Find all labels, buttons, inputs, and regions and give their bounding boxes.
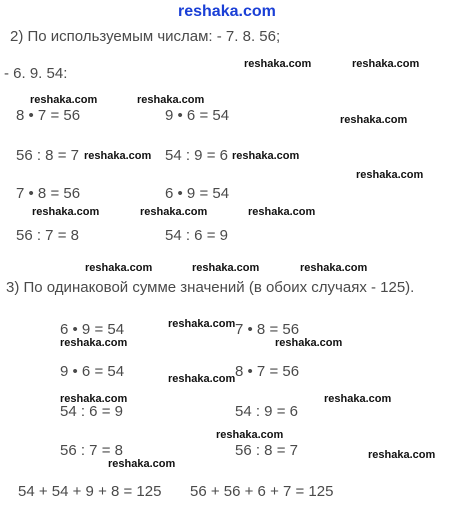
equation: 8 • 7 = 56 [235, 363, 300, 380]
watermark: reshaka.com [244, 58, 312, 70]
watermark: reshaka.com [216, 429, 284, 441]
section3-heading: 3) По одинаковой сумме значений (в обоих случаях - 125). [6, 279, 415, 296]
watermark: reshaka.com [368, 449, 436, 461]
equation: 7 • 8 = 56 [16, 185, 81, 202]
watermark: reshaka.com [324, 393, 392, 405]
watermark: reshaka.com [192, 262, 260, 274]
watermark: reshaka.com [168, 318, 236, 330]
equation: 54 : 9 = 6 [235, 403, 298, 420]
watermark: reshaka.com [340, 114, 408, 126]
watermark: reshaka.com [30, 94, 98, 106]
sum-right: 56 + 56 + 6 + 7 = 125 [190, 483, 334, 500]
equation: 56 : 8 = 7 [235, 442, 298, 459]
watermark: reshaka.com [300, 262, 368, 274]
watermark: reshaka.com [108, 458, 176, 470]
site-logo: reshaka.com [178, 3, 276, 20]
equation: 9 • 6 = 54 [60, 363, 125, 380]
equation: 9 • 6 = 54 [165, 107, 230, 124]
watermark: reshaka.com [248, 206, 316, 218]
equation: 6 • 9 = 54 [60, 321, 125, 338]
equation: 56 : 7 = 8 [16, 227, 79, 244]
watermark: reshaka.com [140, 206, 208, 218]
sum-left: 54 + 54 + 9 + 8 = 125 [18, 483, 162, 500]
section2-heading-line2: - 6. 9. 54: [4, 65, 68, 82]
equation: 56 : 8 = 7 [16, 147, 79, 164]
watermark: reshaka.com [84, 150, 152, 162]
watermark: reshaka.com [356, 169, 424, 181]
watermark: reshaka.com [85, 262, 153, 274]
equation: 6 • 9 = 54 [165, 185, 230, 202]
watermark: reshaka.com [60, 337, 128, 349]
equation: 7 • 8 = 56 [235, 321, 300, 338]
equation: 56 : 7 = 8 [60, 442, 123, 459]
watermark: reshaka.com [168, 373, 236, 385]
watermark: reshaka.com [352, 58, 420, 70]
watermark: reshaka.com [232, 150, 300, 162]
equation: 54 : 9 = 6 [165, 147, 228, 164]
equation: 54 : 6 = 9 [60, 403, 123, 420]
section2-heading-line1: 2) По используемым числам: - 7. 8. 56; [10, 28, 281, 45]
watermark: reshaka.com [275, 337, 343, 349]
watermark: reshaka.com [137, 94, 205, 106]
watermark: reshaka.com [32, 206, 100, 218]
watermark: reshaka.com [60, 393, 128, 405]
equation: 8 • 7 = 56 [16, 107, 81, 124]
equation: 54 : 6 = 9 [165, 227, 228, 244]
